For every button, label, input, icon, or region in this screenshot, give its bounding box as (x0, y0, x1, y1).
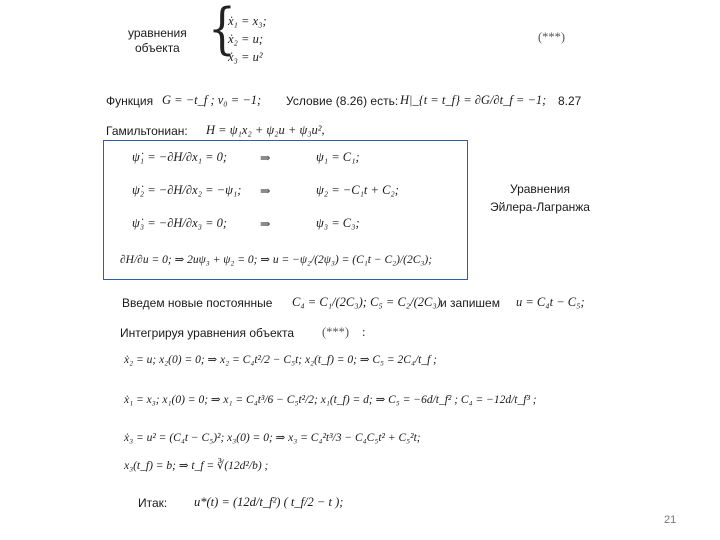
object-equations (228, 12, 267, 66)
condition-expr: H|_{t = t_f} = ∂G/∂t_f = −1; (400, 93, 547, 107)
and-write-expr: u = C₄t − C₅; (516, 295, 585, 309)
new-const-expr: C₄ = C₁/(2C₃); C₅ = C₂/(2C₃) (292, 295, 441, 309)
int-row-3: ẋ₃ = u² = (C₄t − C₅)²; x₃(0) = 0; ⇒ x₃ = C₄²t³/3 − C₄C₅t² + C₅²t; (124, 432, 421, 444)
euler-row-2-lhs: ψ̇₂ = −∂H/∂x₂ = −ψ₁; (132, 183, 242, 197)
object-eq-3: ẋ₃ = u² (228, 50, 263, 64)
page-number: 21 (664, 514, 677, 526)
euler-row-3-rhs: ψ₃ = C₃; (316, 216, 360, 230)
euler-label (490, 180, 590, 216)
euler-row-2-arrow: ⇒ (260, 184, 271, 198)
int-row-2: ẋ₁ = x₃; x₁(0) = 0; ⇒ x₁ = C₄t³/6 − C₅t²/2; x₁(t_f) = d; ⇒ C₅ = −6d/t_f² ; C₄ = −12d/t_f³ ; (124, 394, 537, 406)
hamiltonian-expr: H = ψ₁x₂ + ψ₂u + ψ₃u², (206, 123, 325, 137)
euler-row-3-lhs: ψ̇₃ = −∂H/∂x₃ = 0; (132, 216, 228, 230)
object-label (128, 26, 187, 56)
object-label-line2: объекта (134, 41, 180, 55)
integrate-colon: : (362, 325, 366, 339)
int-row-1: ẋ₂ = u; x₂(0) = 0; ⇒ x₂ = C₄t²/2 − C₅t; x₂(t_f) = 0; ⇒ C₅ = 2C₄/t_f ; (124, 354, 438, 366)
int-row-4: x₃(t_f) = b; ⇒ t_f = ∛(12d²/b) ; (124, 460, 269, 472)
condition-ref: 8.27 (558, 94, 582, 108)
object-brace: { (208, 0, 236, 62)
function-label: Функция (106, 94, 154, 108)
euler-row-1-arrow: ⇒ (260, 151, 271, 165)
object-tag: (***) (538, 30, 566, 44)
new-const-label: Введем новые постоянные (122, 296, 273, 310)
euler-label-line1: Уравнения (510, 182, 570, 196)
hamiltonian-label: Гамильтониан: (106, 124, 188, 138)
condition-label: Условие (8.26) есть: (286, 94, 399, 108)
result-expr: u*(t) = (12d/t_f²) ( t_f/2 − t ); (194, 495, 344, 509)
object-label-line1: уравнения (128, 26, 187, 40)
euler-row-1-lhs: ψ̇₁ = −∂H/∂x₁ = 0; (132, 150, 228, 164)
object-eq-1: ẋ₁ = x₃; (228, 14, 267, 28)
object-eq-2: ẋ₂ = u; (228, 32, 263, 46)
euler-row-2-rhs: ψ₂ = −C₁t + C₂; (316, 183, 399, 197)
euler-label-line2: Эйлера-Лагранжа (490, 200, 590, 214)
integrate-label: Интегрируя уравнения объекта (120, 326, 295, 340)
euler-row-1-rhs: ψ₁ = C₁; (316, 150, 360, 164)
integrate-tag: (***) (322, 325, 350, 339)
and-write-label: и запишем (440, 296, 500, 310)
function-expr: G = −t_f ; ν₀ = −1; (162, 93, 262, 107)
dhdu-row: ∂H/∂u = 0; ⇒ 2uψ₃ + ψ₂ = 0; ⇒ u = −ψ₂/(2ψ₃) = (C₁t − C₂)/(2C₃); (120, 254, 433, 266)
euler-row-3-arrow: ⇒ (260, 217, 271, 231)
result-label: Итак: (138, 496, 168, 510)
